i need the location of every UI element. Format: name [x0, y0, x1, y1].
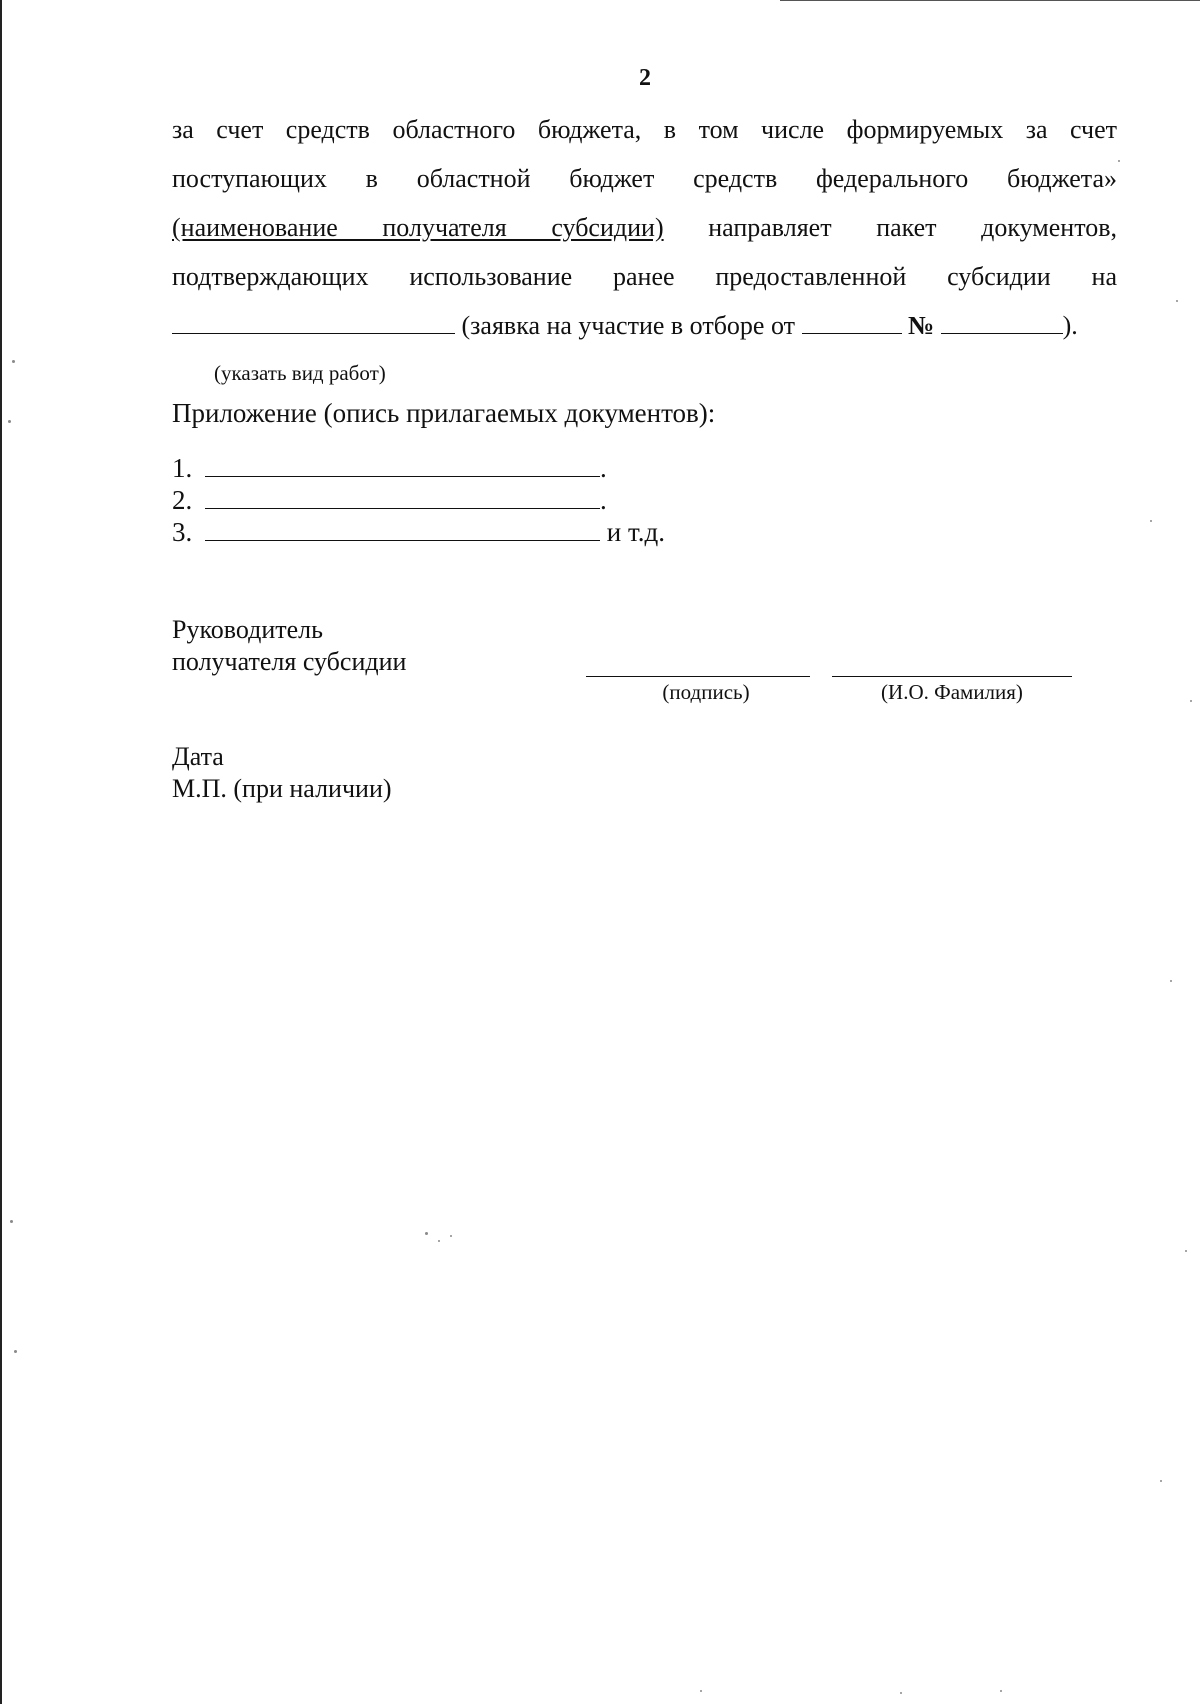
annex-item-number: 2. [172, 485, 193, 515]
annex-item-suffix: и т.д. [606, 517, 665, 547]
annex-item-suffix: . [600, 485, 607, 515]
recipient-name-placeholder: (наименование получателя субсидии) [172, 213, 664, 242]
stamp-label: М.П. (при наличии) [172, 774, 392, 803]
name-line[interactable] [832, 676, 1072, 677]
paragraph-line-2: поступающих в областной бюджет средств федерального бюджета» [172, 164, 1117, 193]
signer-title-line-2: получателя субсидии [172, 647, 407, 676]
signer-title [172, 614, 406, 678]
paragraph-line-4: подтверждающих использование ранее предоставленной субсидии на [172, 262, 1117, 291]
annex-item-field[interactable] [205, 454, 600, 477]
annex-item-number: 3. [172, 517, 193, 547]
work-type-hint: (указать вид работ) [214, 361, 386, 385]
signature-caption: (подпись) [662, 680, 750, 704]
paragraph-line-5-end: ). [1062, 311, 1078, 340]
application-reference-text: (заявка на участие в отборе от [461, 311, 795, 340]
application-number-field[interactable] [941, 309, 1063, 334]
signer-title-line-1: Руководитель [172, 615, 323, 644]
paragraph-line-3 [172, 210, 1117, 246]
annex-item-field[interactable] [205, 518, 600, 541]
paragraph-line-5 [172, 308, 1117, 344]
name-caption: (И.О. Фамилия) [881, 680, 1023, 704]
annex-item [172, 452, 607, 484]
work-type-field[interactable] [172, 309, 455, 334]
paragraph-line-3-rest: направляет пакет документов, [708, 213, 1118, 242]
scan-left-edge [0, 0, 2, 1704]
date-label: Дата [172, 742, 224, 771]
scan-top-edge [780, 0, 1200, 1]
date-stamp-block [172, 741, 392, 805]
annex-item-number: 1. [172, 453, 193, 483]
annex-item-field[interactable] [205, 486, 600, 509]
signature-line[interactable] [586, 676, 810, 677]
paragraph-line-1: за счет средств областного бюджета, в том числе формируемых за счет [172, 115, 1117, 144]
annex-item [172, 484, 607, 516]
number-sign: № [908, 311, 935, 340]
annex-title: Приложение (опись прилагаемых документов): [172, 398, 716, 428]
application-date-field[interactable] [802, 309, 902, 334]
page-number: 2 [639, 65, 651, 91]
annex-item [172, 516, 665, 548]
annex-item-suffix: . [600, 453, 607, 483]
